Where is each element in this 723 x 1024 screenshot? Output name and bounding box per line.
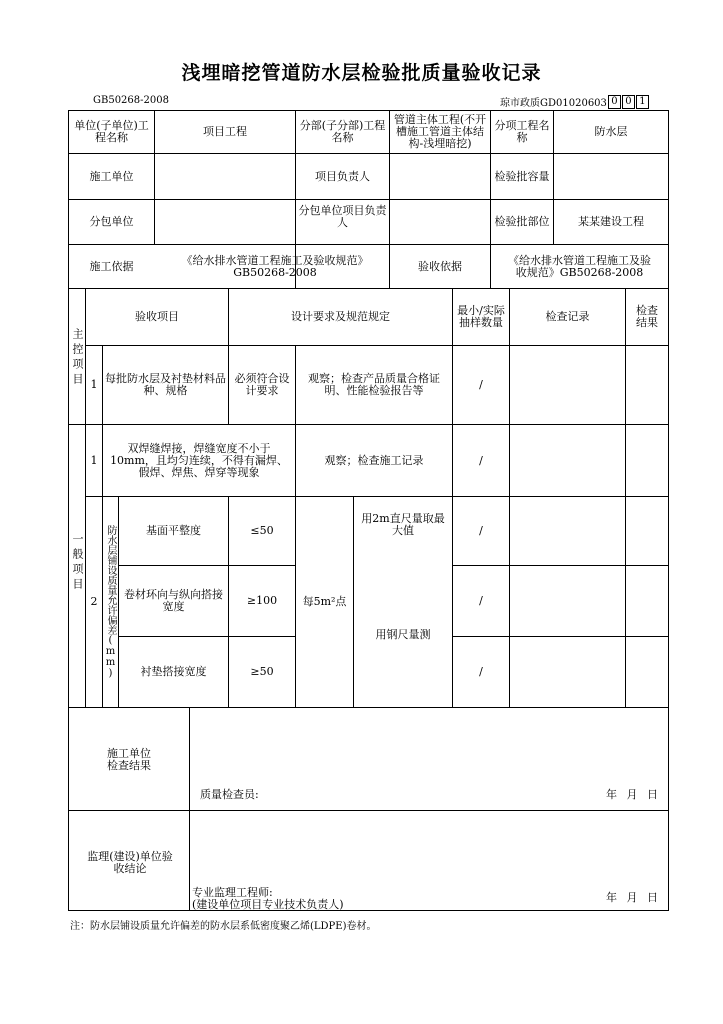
unit-name-value: 项目工程 xyxy=(203,125,247,138)
deviation-sampling: / xyxy=(479,594,483,607)
acceptance-basis-label: 验收依据 xyxy=(418,259,462,273)
general-row1-no: 1 xyxy=(90,453,98,467)
deviation-value: ≤50 xyxy=(250,524,274,537)
deviation-sampling: / xyxy=(479,665,483,678)
doc-code-box: 1 xyxy=(636,95,649,109)
deviation-sampling: / xyxy=(479,524,483,537)
document-code xyxy=(500,94,649,109)
deviation-item: 卷材环向与纵向搭接宽度 xyxy=(124,588,223,613)
batch-location-label: 检验批部位 xyxy=(494,215,550,228)
main-control-method: 观察；检查产品质量合格证明、性能检验报告等 xyxy=(308,372,440,397)
deviation-value: ≥50 xyxy=(250,665,274,678)
batch-location-value: 某某建设工程 xyxy=(578,215,644,228)
col-header-record: 检查记录 xyxy=(545,310,590,323)
part-name-value: 管道主体工程(不开槽施工管道主体结构-浅埋暗挖) xyxy=(393,113,487,150)
subcontractor-pm-label: 分包单位项目负责人 xyxy=(298,204,387,229)
subitem-name-value: 防水层 xyxy=(594,125,628,138)
general-row2-no: 2 xyxy=(90,595,98,608)
quality-inspector-label: 质量检查员: xyxy=(200,788,259,801)
col-header-design: 设计要求及规范规定 xyxy=(291,310,390,323)
col-header-item: 验收项目 xyxy=(135,310,179,323)
col-header-sampling: 最小/实际抽样数量 xyxy=(457,304,505,329)
main-control-sampling: / xyxy=(479,378,483,391)
subcontractor-value xyxy=(155,200,295,244)
document-code-prefix: 琼市政质GD01020603 xyxy=(500,98,607,109)
construction-basis-value: 《给水排水管道工程施工及验收规范》GB50268-2008 xyxy=(181,253,369,279)
inspection-frequency: 每5m²点 xyxy=(302,595,347,608)
doc-code-box: 0 xyxy=(608,95,621,109)
supervisor-check-label: 监理(建设)单位验收结论 xyxy=(87,850,173,875)
batch-capacity-value xyxy=(554,154,668,199)
main-control-design: 必须符合设计要求 xyxy=(234,372,290,397)
general-items-label: 一般项目 xyxy=(71,532,84,593)
deviation-item: 基面平整度 xyxy=(146,524,201,537)
constructor-check-date: 年 月 日 xyxy=(606,788,658,801)
subitem-name-label: 分项工程名称 xyxy=(494,119,550,144)
subcontractor-pm-value xyxy=(390,200,490,244)
construction-basis-label: 施工依据 xyxy=(89,259,134,273)
acceptance-basis-value: 《给水排水管道工程施工及验收规范》GB50268-2008 xyxy=(508,253,651,279)
construction-tech-lead-label: (建设单位项目专业技术负责人) xyxy=(192,898,344,911)
supervisor-check-date: 年 月 日 xyxy=(606,891,658,904)
subcontractor-label: 分包单位 xyxy=(89,215,134,228)
col-header-result: 检查结果 xyxy=(636,304,658,329)
footnote: 注：防水层铺设质量允许偏差的防水层系低密度聚乙烯(LDPE)卷材。 xyxy=(70,921,377,932)
general-row1-method: 观察；检查施工记录 xyxy=(324,453,424,467)
project-manager-label: 项目负责人 xyxy=(315,169,370,183)
method-steel-ruler: 用钢尺量测 xyxy=(375,628,431,641)
constructor-check-label: 施工单位检查结果 xyxy=(107,747,151,772)
batch-capacity-label: 检验批容量 xyxy=(494,169,550,183)
deviation-group-label: 防水层铺设质量允许偏差(mm) xyxy=(105,525,116,679)
method-straightedge: 用2m直尺量取最大值 xyxy=(361,512,445,537)
page-title: 浅埋暗挖管道防水层检验批质量验收记录 xyxy=(181,62,542,84)
unit-name-label: 单位(子单位)工程名称 xyxy=(74,119,149,144)
main-control-label: 主控项目 xyxy=(71,327,84,388)
constructor-label: 施工单位 xyxy=(89,169,134,183)
general-row1-sampling: / xyxy=(479,453,483,467)
project-manager-value xyxy=(390,154,490,199)
main-control-item: 每批防水层及衬垫材料品种、规格 xyxy=(105,372,226,397)
general-row1-item: 双焊缝焊接，焊缝宽度不小于10mm，且均匀连续，不得有漏焊、假焊、焊焦、焊穿等现象 xyxy=(110,441,288,479)
deviation-value: ≥100 xyxy=(246,594,278,607)
constructor-value xyxy=(155,154,295,199)
supervising-engineer-label: 专业监理工程师: xyxy=(192,886,273,899)
standard-code: GB50268-2008 xyxy=(93,95,169,106)
doc-code-box: 0 xyxy=(622,95,635,109)
deviation-item: 衬垫搭接宽度 xyxy=(140,665,207,678)
main-control-row-no: 1 xyxy=(90,378,98,391)
part-name-label: 分部(子分部)工程名称 xyxy=(299,119,386,144)
